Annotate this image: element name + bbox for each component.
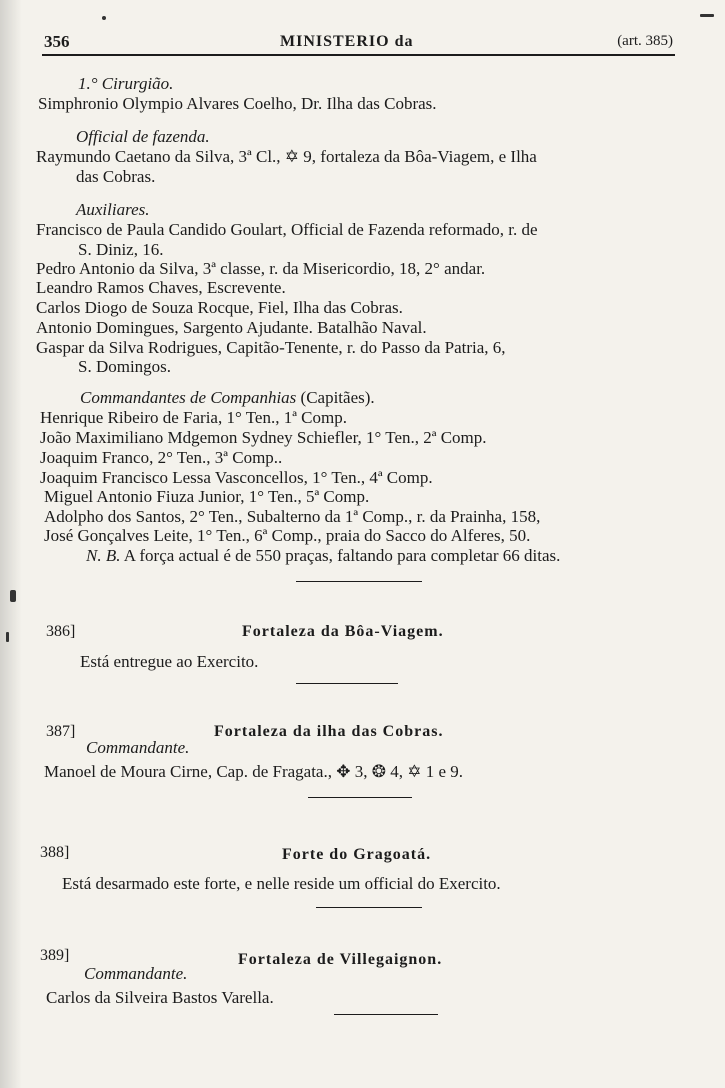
ink-speck xyxy=(102,16,106,20)
commandantes-heading-italic: Commandantes de Companhias xyxy=(80,388,297,407)
section-387-title: Fortaleza da ilha das Cobras. xyxy=(214,723,444,740)
auxiliar-line: Leandro Ramos Chaves, Escrevente. xyxy=(36,278,286,297)
section-387-body: Manoel de Moura Cirne, Cap. de Fragata., ✥ 3, ❂ 4, ✡ 1 e 9. xyxy=(44,762,463,781)
section-386-title: Fortaleza da Bôa-Viagem. xyxy=(242,623,444,640)
page-number: 356 xyxy=(44,32,70,51)
commandante-line: José Gonçalves Leite, 1° Ten., 6ª Comp., praia do Sacco do Alferes, 50. xyxy=(44,526,531,545)
commandante-line: João Maximiliano Mdgemon Sydney Schiefler, 1° Ten., 2ª Comp. xyxy=(40,428,487,447)
commandante-line: Joaquim Francisco Lessa Vasconcellos, 1° Ten., 4ª Comp. xyxy=(40,468,433,487)
section-divider xyxy=(334,1014,438,1015)
section-387-number: 387] xyxy=(46,723,76,740)
auxiliares-heading: Auxiliares. xyxy=(76,200,150,219)
section-divider xyxy=(316,907,422,908)
official-fazenda-heading: Official de fazenda. xyxy=(76,127,210,146)
ink-speck xyxy=(10,590,16,602)
nota-bene-text: A força actual é de 550 praças, faltando para completar 66 ditas. xyxy=(120,546,561,565)
section-divider xyxy=(308,797,412,798)
section-389-title: Fortaleza de Villegaignon. xyxy=(238,951,443,968)
cirurgiao-heading: 1.° Cirurgião. xyxy=(78,74,174,93)
section-389-subheading: Commandante. xyxy=(84,964,188,983)
commandante-line: Miguel Antonio Fiuza Junior, 1° Ten., 5ª Comp. xyxy=(44,487,370,506)
section-386-number: 386] xyxy=(46,623,76,640)
official-fazenda-line2: das Cobras. xyxy=(76,167,156,186)
commandantes-heading-rest: (Capitães). xyxy=(296,388,375,407)
section-386-body: Está entregue ao Exercito. xyxy=(80,652,259,671)
official-fazenda-line1: Raymundo Caetano da Silva, 3ª Cl., ✡ 9, fortaleza da Bôa-Viagem, e Ilha xyxy=(36,147,537,166)
nota-bene-label: N. B. xyxy=(86,546,121,565)
page-edge-shadow xyxy=(0,0,22,1088)
article-reference: (art. 385) xyxy=(617,33,673,49)
page-header xyxy=(42,32,675,56)
section-388-number: 388] xyxy=(40,844,70,861)
section-387-subheading: Commandante. xyxy=(86,738,190,757)
commandantes-heading xyxy=(80,388,375,408)
commandante-line: Henrique Ribeiro de Faria, 1° Ten., 1ª Comp. xyxy=(40,408,347,427)
ink-speck xyxy=(700,14,714,17)
section-divider xyxy=(296,683,398,684)
commandante-line: Adolpho dos Santos, 2° Ten., Subalterno da 1ª Comp., r. da Prainha, 158, xyxy=(44,507,541,526)
running-title: MINISTERIO da xyxy=(280,33,414,50)
auxiliar-line: S. Domingos. xyxy=(78,357,172,376)
auxiliar-line: Pedro Antonio da Silva, 3ª classe, r. da Misericordio, 18, 2° andar. xyxy=(36,259,486,278)
auxiliar-line: S. Diniz, 16. xyxy=(78,240,164,259)
section-389-number: 389] xyxy=(40,947,70,964)
auxiliar-line: Francisco de Paula Candido Goulart, Official de Fazenda reformado, r. de xyxy=(36,220,538,239)
section-388-title: Forte do Gragoatá. xyxy=(282,846,432,863)
nota-bene xyxy=(86,546,560,566)
auxiliar-line: Gaspar da Silva Rodrigues, Capitão-Tenente, r. do Passo da Patria, 6, xyxy=(36,338,506,357)
cirurgiao-name: Simphronio Olympio Alvares Coelho, Dr. Ilha das Cobras. xyxy=(38,94,437,113)
section-389-body: Carlos da Silveira Bastos Varella. xyxy=(46,988,274,1007)
ink-speck xyxy=(6,632,9,642)
section-388-body: Está desarmado este forte, e nelle reside um official do Exercito. xyxy=(62,874,501,893)
auxiliar-line: Carlos Diogo de Souza Rocque, Fiel, Ilha das Cobras. xyxy=(36,298,403,317)
auxiliar-line: Antonio Domingues, Sargento Ajudante. Batalhão Naval. xyxy=(36,318,427,337)
section-divider xyxy=(296,581,422,582)
commandante-line: Joaquim Franco, 2° Ten., 3ª Comp.. xyxy=(40,448,283,467)
